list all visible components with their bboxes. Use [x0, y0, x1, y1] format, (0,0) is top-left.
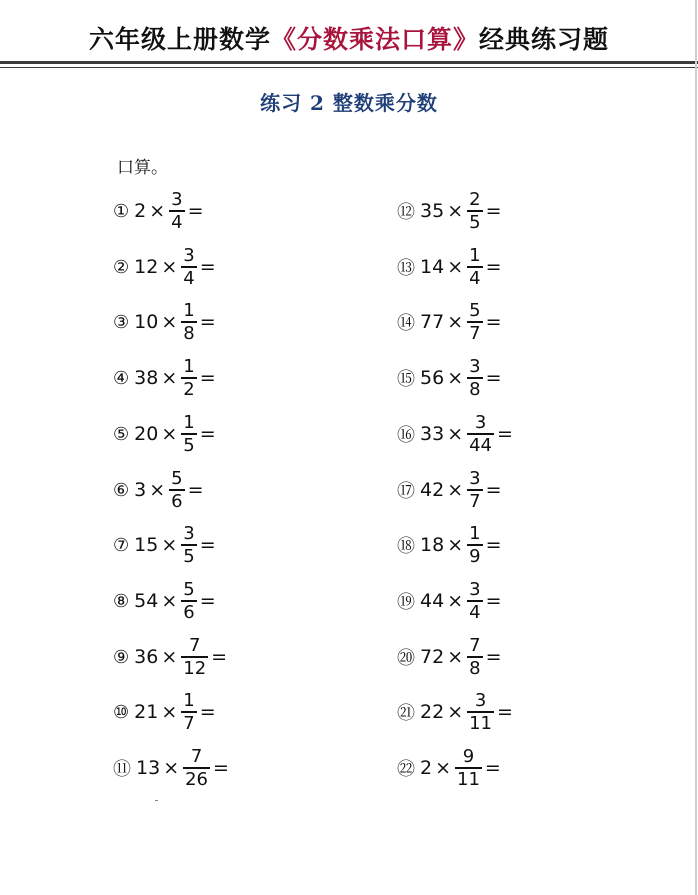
- times-sign: ×: [161, 590, 178, 612]
- equals-sign: =: [199, 311, 216, 333]
- equals-sign: =: [187, 200, 204, 222]
- whole-number: 15: [134, 534, 159, 556]
- equals-sign: =: [484, 757, 501, 779]
- problem-item: [113, 520, 216, 570]
- fraction-denominator: 7: [469, 322, 481, 344]
- fraction-denominator: 8: [183, 322, 195, 344]
- problem-item: [397, 242, 501, 292]
- times-sign: ×: [161, 701, 178, 723]
- fraction: [467, 356, 482, 400]
- worksheet-header: [0, 0, 698, 62]
- times-sign: ×: [447, 200, 464, 222]
- fraction: [181, 579, 196, 623]
- times-sign: ×: [161, 256, 178, 278]
- problem-number: ⑥: [113, 479, 130, 501]
- equals-sign: =: [199, 590, 216, 612]
- whole-number: 42: [420, 479, 445, 501]
- whole-number: 10: [134, 311, 159, 333]
- whole-number: 22: [420, 701, 445, 723]
- fraction-denominator: 5: [469, 211, 481, 233]
- page-title: [0, 20, 698, 56]
- problem-item: [113, 576, 216, 626]
- fraction-denominator: 4: [171, 211, 183, 233]
- fraction-denominator: 4: [469, 601, 481, 623]
- whole-number: 44: [420, 590, 445, 612]
- problem-item: [113, 297, 216, 347]
- whole-number: 2: [134, 200, 147, 222]
- fraction: [455, 746, 482, 790]
- equals-sign: =: [187, 479, 204, 501]
- fraction: [467, 300, 482, 344]
- problem-item: [113, 409, 216, 459]
- whole-number: 21: [134, 701, 159, 723]
- fraction: [181, 245, 196, 289]
- equals-sign: =: [485, 256, 502, 278]
- fraction-denominator: 12: [183, 657, 207, 679]
- problem-item: [397, 632, 501, 682]
- whole-number: 13: [136, 757, 161, 779]
- whole-number: 20: [134, 423, 159, 445]
- equals-sign: =: [485, 534, 502, 556]
- whole-number: 14: [420, 256, 445, 278]
- problem-number: ⑪: [113, 759, 131, 780]
- times-sign: ×: [435, 757, 452, 779]
- equals-sign: =: [497, 423, 513, 445]
- fraction-denominator: 44: [469, 434, 493, 456]
- problem-item: [113, 632, 227, 682]
- exercise-subtitle: 练习 2 整数乘分数: [260, 91, 438, 115]
- problem-number: ⑭: [397, 313, 415, 334]
- problem-number: ⑲: [397, 592, 415, 613]
- fraction: [467, 690, 494, 734]
- problem-item: [397, 576, 501, 626]
- fraction-numerator: 7: [190, 746, 203, 768]
- times-sign: ×: [161, 311, 178, 333]
- fraction: [181, 523, 196, 567]
- problem-number: ⑳: [397, 648, 415, 669]
- fraction-denominator: 2: [183, 378, 195, 400]
- equals-sign: =: [213, 757, 229, 779]
- header-rule-thick: [0, 61, 698, 64]
- times-sign: ×: [447, 311, 464, 333]
- problem-item: [113, 186, 204, 236]
- whole-number: 3: [134, 479, 147, 501]
- times-sign: ×: [447, 256, 464, 278]
- fraction-numerator: 5: [183, 579, 195, 601]
- whole-number: 2: [420, 757, 433, 779]
- title-prefix: 六年级上册数学: [88, 25, 271, 54]
- fraction-denominator: 6: [183, 601, 195, 623]
- problem-number: ⑦: [113, 534, 130, 556]
- fraction: [183, 746, 210, 790]
- problem-number: ㉒: [397, 759, 415, 780]
- problem-item: [113, 687, 216, 737]
- whole-number: 77: [420, 311, 445, 333]
- fraction-numerator: 3: [469, 356, 481, 378]
- fraction: [181, 300, 196, 344]
- times-sign: ×: [447, 701, 464, 723]
- fraction: [467, 635, 482, 679]
- fraction-numerator: 3: [171, 189, 183, 211]
- fraction-numerator: 9: [462, 746, 475, 768]
- fraction-denominator: 6: [171, 490, 183, 512]
- fraction-numerator: 3: [183, 523, 195, 545]
- title-topic: 《分数乘法口算》: [270, 25, 479, 54]
- fraction-denominator: 5: [183, 434, 195, 456]
- fraction-numerator: 1: [183, 690, 195, 712]
- problem-number: ㉑: [397, 703, 415, 724]
- fraction: [467, 412, 494, 456]
- stray-mark: [155, 800, 158, 801]
- fraction: [181, 356, 196, 400]
- fraction-denominator: 9: [469, 545, 481, 567]
- fraction-numerator: 3: [474, 690, 487, 712]
- whole-number: 33: [420, 423, 445, 445]
- times-sign: ×: [161, 423, 178, 445]
- times-sign: ×: [447, 479, 464, 501]
- whole-number: 56: [420, 367, 445, 389]
- fraction-denominator: 4: [183, 267, 195, 289]
- fraction-numerator: 3: [469, 468, 481, 490]
- fraction: [181, 690, 196, 734]
- fraction: [467, 189, 482, 233]
- problem-item: [397, 687, 513, 737]
- fraction-denominator: 4: [469, 267, 481, 289]
- header-rule-thin: [0, 67, 698, 68]
- times-sign: ×: [149, 200, 166, 222]
- instruction-text: 口算。: [117, 158, 168, 178]
- problem-item: [113, 353, 216, 403]
- fraction-denominator: 7: [183, 712, 195, 734]
- equals-sign: =: [199, 701, 216, 723]
- times-sign: ×: [447, 367, 464, 389]
- problem-number: ⑰: [397, 481, 415, 502]
- whole-number: 12: [134, 256, 159, 278]
- fraction: [467, 245, 482, 289]
- fraction: [169, 468, 184, 512]
- fraction-denominator: 8: [469, 657, 481, 679]
- problem-number: ⑱: [397, 536, 415, 557]
- fraction-numerator: 3: [474, 412, 487, 434]
- equals-sign: =: [497, 701, 513, 723]
- fraction-denominator: 11: [469, 712, 493, 734]
- fraction-numerator: 5: [171, 468, 183, 490]
- problem-number: ①: [113, 200, 130, 222]
- equals-sign: =: [485, 367, 502, 389]
- equals-sign: =: [485, 590, 502, 612]
- problem-number: ④: [113, 367, 130, 389]
- equals-sign: =: [485, 311, 502, 333]
- fraction-denominator: 11: [457, 768, 480, 790]
- equals-sign: =: [485, 200, 502, 222]
- problem-item: [397, 409, 513, 459]
- fraction-numerator: 7: [188, 635, 201, 657]
- whole-number: 54: [134, 590, 159, 612]
- times-sign: ×: [447, 534, 464, 556]
- fraction-numerator: 3: [183, 245, 195, 267]
- equals-sign: =: [199, 367, 216, 389]
- fraction: [467, 468, 482, 512]
- times-sign: ×: [163, 757, 180, 779]
- problem-item: [397, 353, 501, 403]
- times-sign: ×: [447, 646, 464, 668]
- fraction-denominator: 26: [185, 768, 209, 790]
- times-sign: ×: [161, 367, 178, 389]
- times-sign: ×: [447, 423, 464, 445]
- equals-sign: =: [199, 423, 216, 445]
- fraction-numerator: 5: [469, 300, 481, 322]
- fraction-denominator: 8: [469, 378, 481, 400]
- equals-sign: =: [199, 534, 216, 556]
- problem-item: [113, 743, 229, 793]
- problem-item: [113, 465, 204, 515]
- fraction: [467, 579, 482, 623]
- fraction-numerator: 1: [469, 245, 481, 267]
- fraction-numerator: 1: [183, 412, 195, 434]
- problem-item: [397, 743, 501, 793]
- fraction-denominator: 5: [183, 545, 195, 567]
- fraction-numerator: 2: [469, 189, 481, 211]
- problem-number: ③: [113, 311, 130, 333]
- fraction-numerator: 1: [183, 356, 195, 378]
- equals-sign: =: [199, 256, 216, 278]
- fraction: [169, 189, 184, 233]
- problem-item: [397, 465, 501, 515]
- whole-number: 18: [420, 534, 445, 556]
- problem-number: ⑬: [397, 258, 415, 279]
- problem-item: [397, 186, 501, 236]
- page-edge: [695, 0, 697, 895]
- times-sign: ×: [161, 646, 178, 668]
- problem-number: ⑨: [113, 646, 130, 668]
- problem-number: ⑧: [113, 590, 130, 612]
- fraction: [181, 412, 196, 456]
- problem-number: ⑮: [397, 369, 415, 390]
- problem-item: [113, 242, 216, 292]
- whole-number: 36: [134, 646, 159, 668]
- problem-number: ⑯: [397, 425, 415, 446]
- problem-item: [397, 297, 501, 347]
- fraction-denominator: 7: [469, 490, 481, 512]
- times-sign: ×: [161, 534, 178, 556]
- problem-number: ⑩: [113, 701, 130, 723]
- whole-number: 72: [420, 646, 445, 668]
- fraction-numerator: 7: [469, 635, 481, 657]
- title-suffix: 经典练习题: [479, 25, 610, 54]
- fraction: [467, 523, 482, 567]
- times-sign: ×: [149, 479, 166, 501]
- equals-sign: =: [211, 646, 228, 668]
- fraction-numerator: 1: [183, 300, 195, 322]
- fraction-numerator: 3: [469, 579, 481, 601]
- equals-sign: =: [485, 646, 502, 668]
- problem-number: ⑤: [113, 423, 130, 445]
- equals-sign: =: [485, 479, 502, 501]
- problem-number: ⑫: [397, 202, 415, 223]
- times-sign: ×: [447, 590, 464, 612]
- whole-number: 35: [420, 200, 445, 222]
- whole-number: 38: [134, 367, 159, 389]
- fraction: [181, 635, 208, 679]
- problem-item: [397, 520, 501, 570]
- fraction-numerator: 1: [469, 523, 481, 545]
- problem-number: ②: [113, 256, 130, 278]
